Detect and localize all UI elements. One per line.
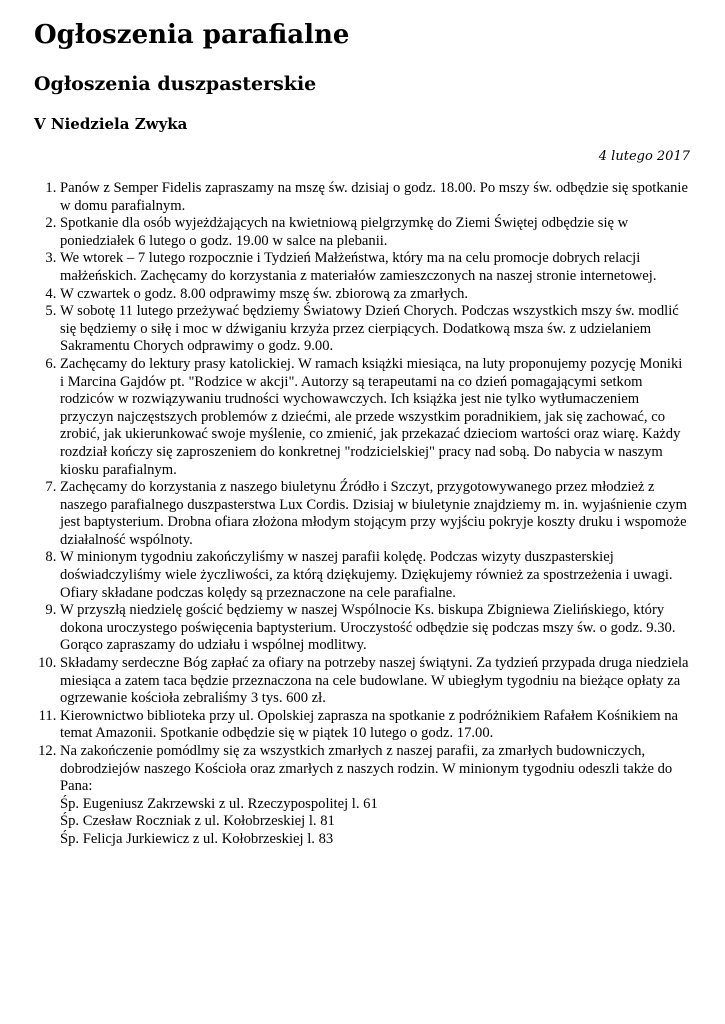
page-title: Ogłoszenia parafialne xyxy=(34,20,350,50)
announcement-item: 10. Składamy serdeczne Bóg zapłać za ofiary na potrzeby naszej świątyni. Za tydzień przypada druga niedziela miesiąca a zatem taca będzie przeznaczona na cele budowlane. W ubiegłym tygodniu na bieżące opłaty za ogrzewanie kościoła zebraliśmy 3 tys. 600 zł. xyxy=(60,655,690,708)
announcement-item: 11. Kierownictwo biblioteka przy ul. Opolskiej zaprasza na spotkanie z podróżnikiem Rafałem Kośnikiem na temat Amazonii. Spotkanie odbędzie się w piątek 10 lutego o godz. 17.00. xyxy=(60,708,690,743)
announcement-item: 2. Spotkanie dla osób wyjeżdżających na kwietniową pielgrzymkę do Ziemi Świętej odbędzie się w poniedziałek 6 lutego o godz. 19.00 w salce na plebanii. xyxy=(60,215,690,250)
announcement-item: 6. Zachęcamy do lektury prasy katolickiej. W ramach książki miesiąca, na luty proponujemy pozycję Moniki i Marcina Gajdów pt. "Rodzice w akcji". Autorzy są terapeutami na co dzień pomagającymi setkom rodziców w rozwiązywaniu trudności wychowawczych. Ich książka jest nie tylko wytłumaczeniem przyczyn najczęstszych problemów z dziećmi, ale przede wszystkim poradnikiem, jak się zachować, co zrobić, jak ukierunkować swoje myślenie, co zmienić, jak przekazać dzieciom wartości oraz wiarę. Każdy rozdział kończy się zaproszeniem do konkretnej "rodzicielskiej" pracy nad sobą. Do nabycia w naszym kiosku parafialnym. xyxy=(60,356,690,479)
announcement-item: 1. Panów z Semper Fidelis zapraszamy na mszę św. dzisiaj o godz. 18.00. Po mszy św. odbędzie się spotkanie w domu parafialnym. xyxy=(60,180,690,215)
deceased-entry: Śp. Czesław Roczniak z ul. Kołobrzeskiej l. 81 xyxy=(60,813,335,830)
announcement-item: 5. W sobotę 11 lutego przeżywać będziemy Światowy Dzień Chorych. Podczas wszystkich mszy św. modlić się będziemy o siłę i moc w dźwiganiu krzyża przez cierpiących. Dodatkową msza św. z udzielaniem Sakramentu Chorych odprawimy o godz. 9.00. xyxy=(60,303,690,356)
deceased-list xyxy=(60,796,690,849)
section-title: V Niedziela Zwyka xyxy=(34,115,188,133)
announcement-item: 3. We wtorek – 7 lutego rozpocznie i Tydzień Małżeństwa, który ma na celu promocje dobrych relacji małżeńskich. Zachęcamy do korzystania z materiałów zamieszczonych na naszej stronie internetowej. xyxy=(60,250,690,285)
announcement-item: 7. Zachęcamy do korzystania z naszego biuletynu Źródło i Szczyt, przygotowywanego przez młodzież z naszego parafialnego duszpasterstwa Lux Cordis. Dzisiaj w biuletynie znajdziemy m. in. wyjaśnienie czym jest baptysterium. Drobna ofiara złożona młodym stojącym przy wyjściu pokryje koszty druku i wspomoże działalność wspólnoty. xyxy=(60,479,690,549)
announcement-item: 4. W czwartek o godz. 8.00 odprawimy mszę św. zbiorową za zmarłych. xyxy=(60,286,690,304)
deceased-entry: Śp. Felicja Jurkiewicz z ul. Kołobrzeskiej l. 83 xyxy=(60,830,334,847)
publication-date: 4 lutego 2017 xyxy=(598,149,690,164)
announcements-list xyxy=(34,180,690,849)
announcement-item: 9. W przyszłą niedzielę gościć będziemy w naszej Wspólnocie Ks. biskupa Zbigniewa Zielińskiego, który dokona uroczystego poświęcenia baptysterium. Uroczystość odbędzie się podczas mszy św. o godz. 9.30. Gorąco zapraszamy do udziału i wspólnej modlitwy. xyxy=(60,602,690,655)
announcement-item-final xyxy=(60,743,690,849)
final-announcement-text: Na zakończenie pomódlmy się za wszystkich zmarłych z naszej parafii, za zmarłych budowniczych, dobrodziejów naszego Kościoła oraz zmarłych z naszych rodzin. W minionym tygodniu odeszli także do Pana: xyxy=(60,743,673,795)
page-subtitle: Ogłoszenia duszpasterskie xyxy=(34,73,317,95)
deceased-entry: Śp. Eugeniusz Zakrzewski z ul. Rzeczypospolitej l. 61 xyxy=(60,795,378,812)
announcement-item: 8. W minionym tygodniu zakończyliśmy w naszej parafii kolędę. Podczas wizyty duszpasterskiej doświadczyliśmy wiele życzliwości, za którą dziękujemy. Dziękujemy również za spostrzeżenia i uwagi. Ofiary składane podczas kolędy są przeznaczone na cele parafialne. xyxy=(60,549,690,602)
